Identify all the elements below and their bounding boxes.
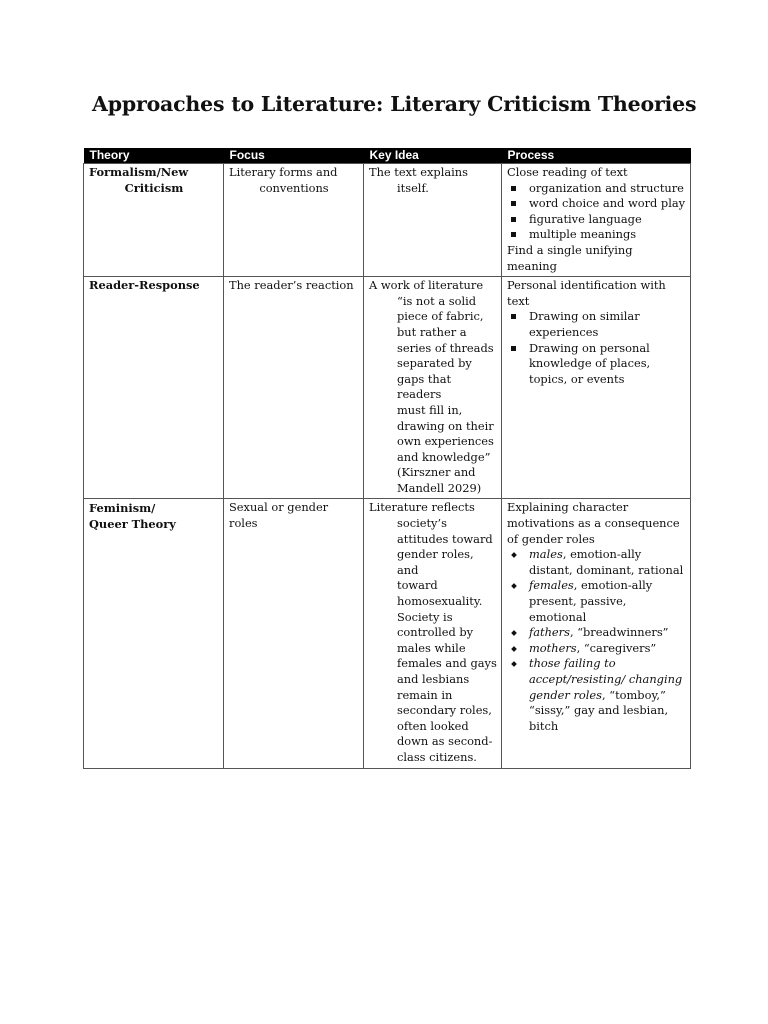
process-cell [502, 277, 691, 499]
list-item: organization and structure [507, 181, 686, 197]
list-item [507, 309, 686, 340]
focus-text: Literary forms and [229, 165, 338, 179]
key-idea-text: series of threads [397, 340, 494, 355]
list-item-text: , emotion-ally present, passive, emotional [529, 578, 653, 624]
key-idea-text: own experiences [397, 434, 494, 449]
list-item-text: , emotion-ally distant, dominant, rational [529, 547, 684, 577]
key-idea-text: and knowledge” [397, 449, 491, 464]
header-key-idea: Key Idea [364, 148, 502, 164]
process-intro [507, 500, 686, 547]
header-theory: Theory [84, 148, 224, 164]
theory-name: Reader-Response [89, 278, 200, 293]
list-item [507, 625, 686, 641]
theory-name: Feminism/ [89, 501, 156, 516]
key-idea-text: separated by [397, 356, 472, 371]
focus-cell [224, 164, 364, 277]
key-idea-text: remain in [397, 687, 453, 702]
key-idea-text: piece of fabric, [397, 309, 484, 324]
focus-text: conventions [259, 180, 329, 195]
key-idea-text: society’s [397, 516, 447, 531]
theory-cell [84, 499, 224, 768]
list-item [507, 578, 686, 625]
key-idea-text: gaps that readers [397, 371, 452, 402]
focus-cell [224, 499, 364, 768]
list-item-text: knowledge of places, [529, 356, 651, 371]
key-idea-text: gender roles, and [397, 547, 474, 577]
key-idea-text: Mandell 2029) [397, 480, 482, 495]
key-idea-text: males while [397, 640, 466, 655]
key-idea-text: The text explains [369, 165, 468, 179]
header-process: Process [502, 148, 691, 164]
key-idea-text: homosexuality. [397, 594, 483, 609]
key-idea-text: “is not a solid [397, 293, 477, 308]
list-item-text: Drawing on personal [529, 340, 650, 355]
header-row [84, 148, 691, 164]
process-intro: Close reading of text [507, 165, 628, 179]
table-row [84, 164, 691, 277]
focus-text: The reader’s reaction [229, 278, 354, 293]
key-idea-text: females and gays [397, 656, 497, 671]
list-item-emphasis: females [529, 578, 574, 593]
theory-cell [84, 277, 224, 499]
list-item-emphasis: mothers [529, 640, 577, 655]
list-item [507, 656, 686, 734]
list-item [507, 341, 686, 388]
key-idea-text: but rather a [397, 324, 467, 339]
list-item-text: topics, or events [529, 371, 625, 386]
focus-text: Sexual or gender roles [229, 500, 329, 531]
key-idea-text: drawing on their [397, 418, 494, 433]
key-idea-text: must fill in, [397, 402, 463, 417]
key-idea-text: A work of literature [369, 278, 484, 293]
header-focus: Focus [224, 148, 364, 164]
list-item [507, 641, 686, 657]
list-item-text: , “caregivers” [576, 640, 657, 655]
list-item-text: Drawing on similar [529, 309, 640, 324]
process-intro-line: Explaining character [507, 500, 629, 515]
focus-cell [224, 277, 364, 499]
page-title: Approaches to Literature: Literary Criticism Theories [92, 92, 697, 116]
key-idea-text: and lesbians [397, 672, 470, 686]
list-item: multiple meanings [507, 227, 686, 243]
table-row [84, 277, 691, 499]
process-intro-line: motivations as a consequence [507, 516, 680, 531]
list-item [507, 547, 686, 578]
key-idea-text: attitudes toward [397, 531, 493, 546]
key-idea-text: down as second- [397, 734, 493, 749]
theory-name: Formalism/New [89, 165, 189, 179]
key-idea-text: often looked [397, 718, 469, 733]
key-idea-cell [364, 499, 502, 768]
key-idea-text: controlled by [397, 625, 474, 640]
key-idea-text: Literature reflects [369, 500, 475, 515]
key-idea-text: secondary roles, [397, 703, 492, 718]
process-cell [502, 499, 691, 768]
list-item: figurative language [507, 212, 686, 228]
theory-name: Queer Theory [89, 517, 176, 532]
process-outro: Find a single unifying meaning [507, 242, 633, 273]
key-idea-text: (Kirszner and [397, 465, 476, 480]
theory-cell [84, 164, 224, 277]
key-idea-text: toward [397, 578, 438, 593]
process-intro: Personal identification with text [507, 278, 666, 308]
list-item-text: , “tomboy,” “sissy,” gay and lesbian, bitch [529, 687, 669, 733]
key-idea-text: Society is [397, 609, 453, 624]
list-item-emphasis: those failing to accept/resisting/ changing gender roles [529, 656, 683, 702]
table-row [84, 499, 691, 768]
key-idea-cell [364, 164, 502, 277]
process-intro-line: of gender roles [507, 531, 595, 546]
key-idea-text: class citizens. [397, 749, 477, 764]
theory-name: Criticism [124, 180, 184, 195]
list-item-emphasis: fathers [529, 625, 570, 640]
list-item: word choice and word play [507, 196, 686, 212]
key-idea-text: itself. [397, 180, 429, 195]
criticism-table [83, 148, 691, 769]
list-item-text: experiences [529, 324, 599, 339]
list-item-text: , “breadwinners” [569, 625, 669, 640]
key-idea-cell [364, 277, 502, 499]
process-cell [502, 164, 691, 277]
list-item-emphasis: males [529, 547, 563, 562]
